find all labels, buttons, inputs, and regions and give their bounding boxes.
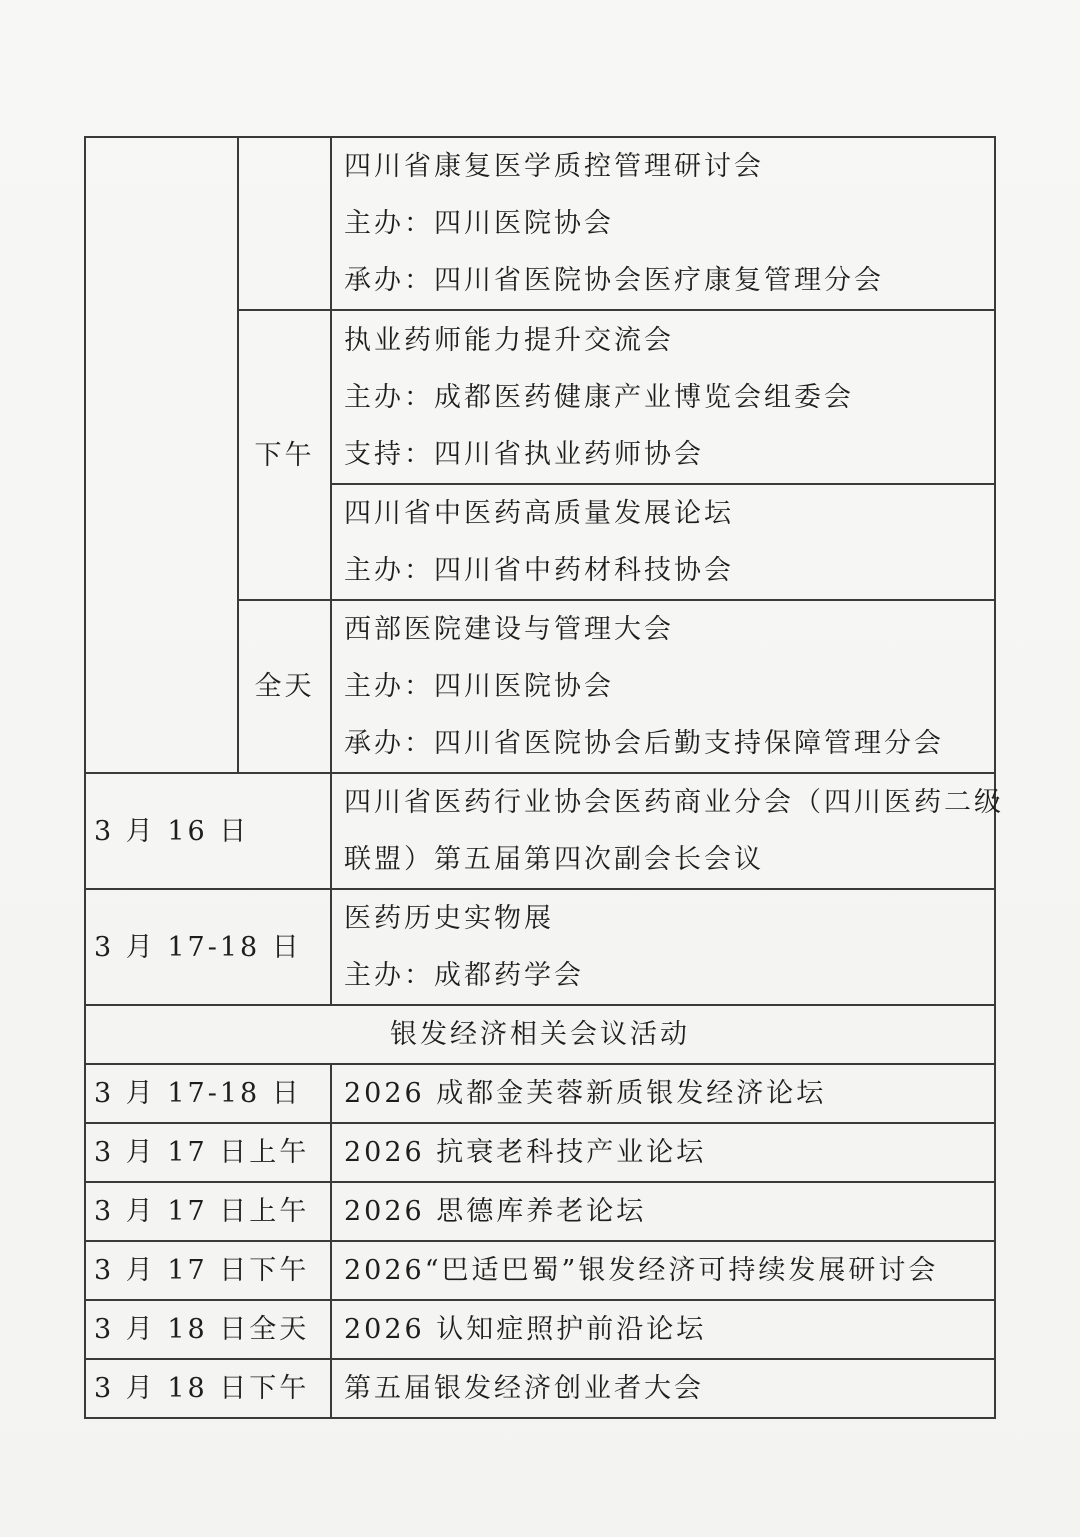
table-row — [85, 1359, 995, 1418]
date-cell: 3 月 18 日下午 — [85, 1359, 331, 1418]
period-cell: 下午 — [238, 310, 331, 600]
date-cell-continued — [85, 137, 238, 773]
event-cell: 第五届银发经济创业者大会 — [331, 1359, 995, 1418]
table-row — [85, 1005, 995, 1064]
event-title: 医药历史实物展 — [344, 903, 554, 934]
event-title: 联盟）第五届第四次副会长会议 — [344, 844, 764, 875]
event-title: 四川省康复医学质控管理研讨会 — [344, 151, 764, 182]
date-cell: 3 月 16 日 — [85, 773, 331, 889]
period-cell: 全天 — [238, 600, 331, 773]
table-row — [85, 1241, 995, 1300]
event-cell — [331, 600, 995, 773]
event-cell — [331, 889, 995, 1005]
table-row — [85, 1123, 995, 1182]
date-cell: 3 月 17-18 日 — [85, 889, 331, 1005]
date-cell: 3 月 17 日下午 — [85, 1241, 331, 1300]
event-detail: 支持：四川省执业药师协会 — [344, 438, 704, 470]
event-cell: 2026 抗衰老科技产业论坛 — [331, 1123, 995, 1182]
event-detail: 主办：成都医药健康产业博览会组委会 — [344, 381, 854, 413]
table-row — [85, 773, 995, 889]
table-row — [85, 1064, 995, 1123]
event-cell: 2026 认知症照护前沿论坛 — [331, 1300, 995, 1359]
date-cell: 3 月 18 日全天 — [85, 1300, 331, 1359]
event-cell: 2026 成都金芙蓉新质银发经济论坛 — [331, 1064, 995, 1123]
event-title: 西部医院建设与管理大会 — [344, 614, 674, 645]
event-detail: 主办：成都药学会 — [344, 960, 584, 991]
event-detail: 承办：四川省医院协会医疗康复管理分会 — [344, 265, 884, 296]
schedule-table — [84, 136, 1004, 1419]
event-cell: 2026“巴适巴蜀”银发经济可持续发展研讨会 — [331, 1241, 995, 1300]
event-title: 四川省医药行业协会医药商业分会（四川医药二级 — [344, 787, 1004, 818]
period-cell-empty — [238, 137, 331, 310]
table-row — [85, 137, 995, 310]
event-cell — [331, 484, 995, 600]
section-title: 银发经济相关会议活动 — [85, 1005, 995, 1064]
event-title: 四川省中医药高质量发展论坛 — [344, 498, 734, 529]
event-cell — [331, 310, 995, 484]
table-row — [85, 889, 995, 1005]
event-title: 执业药师能力提升交流会 — [344, 324, 674, 356]
date-cell: 3 月 17-18 日 — [85, 1064, 331, 1123]
table-row — [85, 1182, 995, 1241]
date-cell: 3 月 17 日上午 — [85, 1182, 331, 1241]
event-cell — [331, 773, 1004, 889]
event-cell: 2026 思德库养老论坛 — [331, 1182, 995, 1241]
table-row — [85, 1300, 995, 1359]
event-cell — [331, 137, 995, 310]
event-detail: 主办：四川医院协会 — [344, 208, 614, 239]
event-detail: 主办：四川省中药材科技协会 — [344, 555, 734, 586]
date-cell: 3 月 17 日上午 — [85, 1123, 331, 1182]
event-detail: 承办：四川省医院协会后勤支持保障管理分会 — [344, 728, 944, 759]
event-detail: 主办：四川医院协会 — [344, 671, 614, 702]
